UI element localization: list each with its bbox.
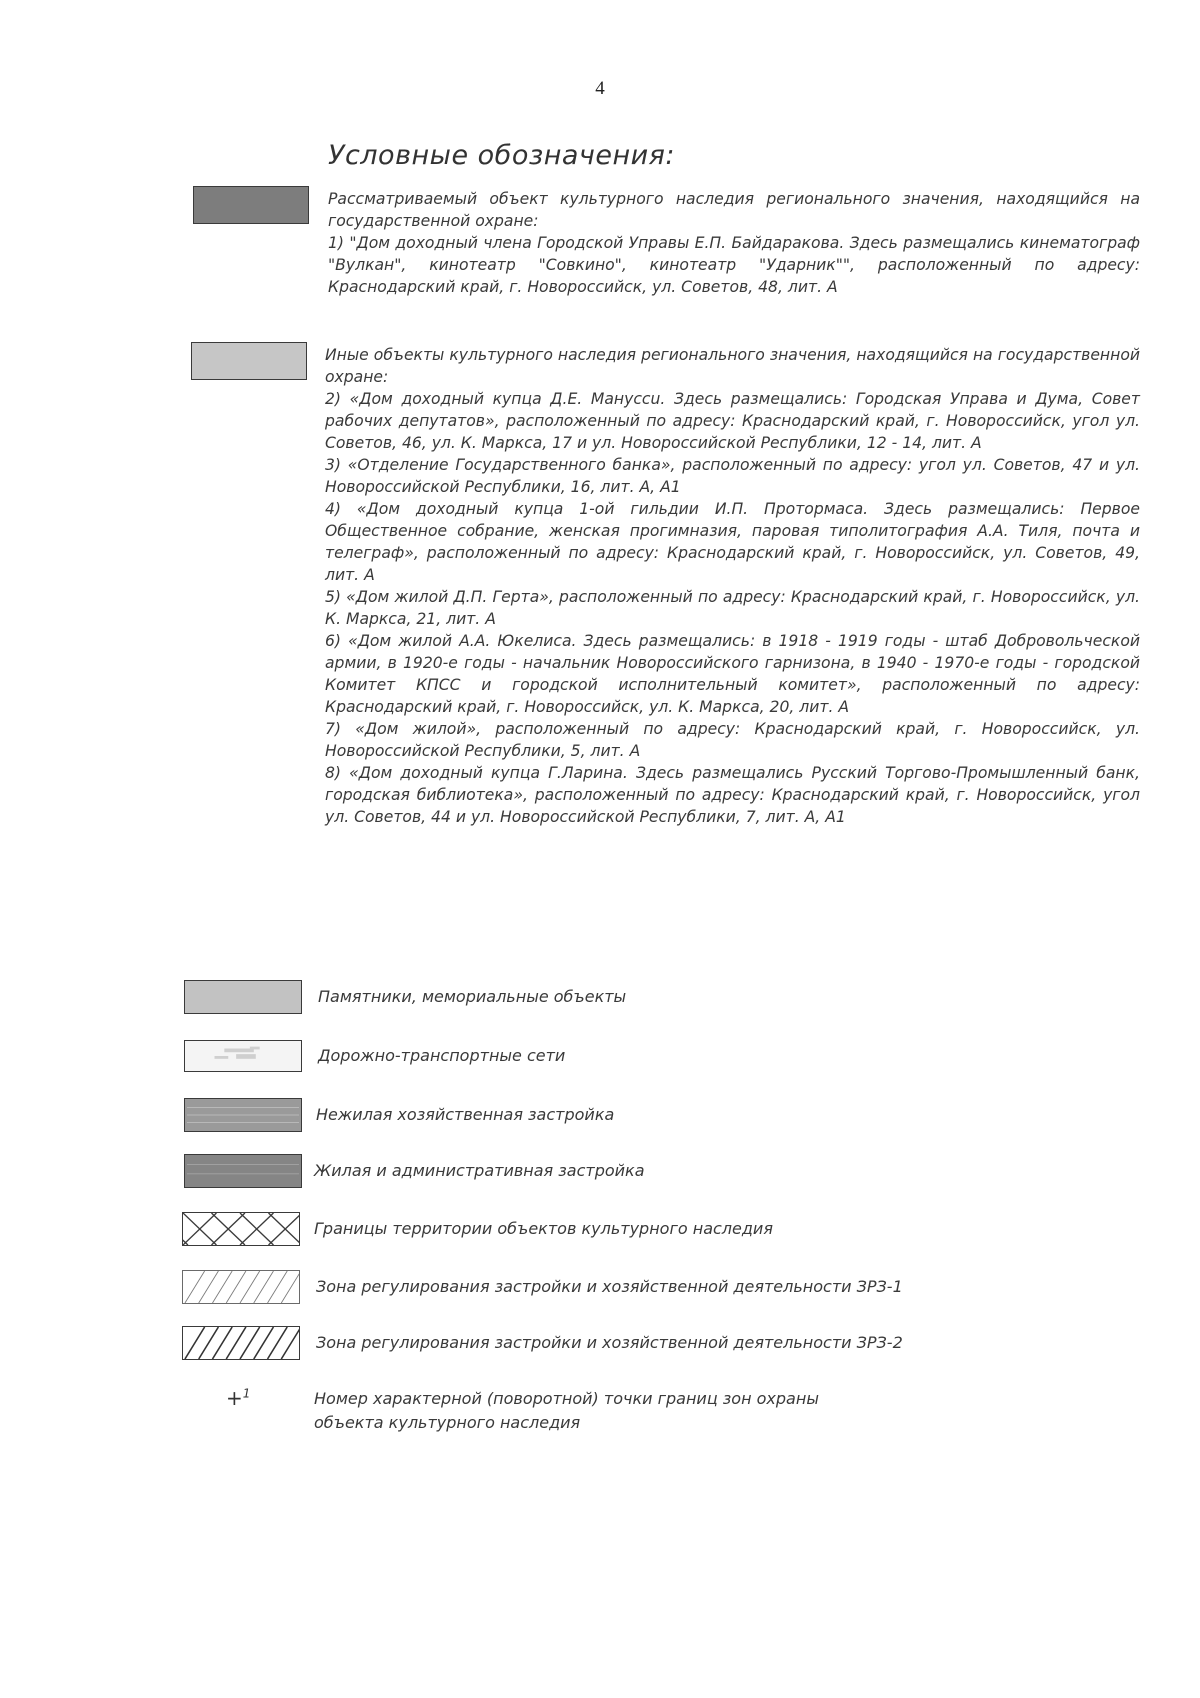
nonresidential-texture-icon — [185, 1099, 301, 1131]
legend-label-zrz-2-zone: Зона регулирования застройки и хозяйственной деятельности ЗРЗ-2 — [316, 1333, 903, 1352]
legend-label-residential-buildings: Жилая и административная застройка — [314, 1161, 645, 1180]
entry-2-object-6: 6) «Дом жилой А.А. Юкелиса. Здесь размещались: в 1918 - 1919 годы - штаб Добровольческой армии, в 1920-е годы - начальник Новороссийского гарнизона, в 1940 - 1970-е годы - городской Комитет КПСС и городской исполнительный комитет», расположенный по адресу: Краснодарский край, г. Новороссийск, ул. К. Маркса, 20, лит. А — [325, 632, 1140, 716]
swatch-residential-buildings — [184, 1154, 302, 1188]
page-number: 4 — [595, 78, 605, 99]
entry-2-object-4: 4) «Дом доходный купца 1-ой гильдии И.П. Протормаса. Здесь размещались: Первое Общественное собрание, женская прогимназия, паровая типолитография А.А. Тиля, почта и телеграф», расположенный по адресу: Краснодарский край, г. Новороссийск, ул. Советов, 49, лит. А — [325, 500, 1140, 584]
entry-2-object-7: 7) «Дом жилой», расположенный по адресу: Краснодарский край, г. Новороссийск, ул. Новороссийской Республики, 5, лит. А — [325, 720, 1140, 760]
swatch-other-heritage-objects — [191, 342, 307, 380]
swatch-zrz-2-zone — [182, 1326, 300, 1360]
entry-1-heading: Рассматриваемый объект культурного наследия регионального значения, находящийся на государственной охране: — [328, 190, 1140, 230]
swatch-zrz-1-zone — [182, 1270, 300, 1304]
legend-label-zrz-1-zone: Зона регулирования застройки и хозяйственной деятельности ЗРЗ-1 — [316, 1277, 903, 1296]
turning-point-marker-icon — [226, 1386, 250, 1410]
road-texture-icon — [185, 1041, 301, 1071]
legend-label-monuments: Памятники, мемориальные объекты — [318, 987, 627, 1006]
crosshatch-icon — [183, 1213, 299, 1245]
turning-point-symbol: + — [226, 1386, 243, 1410]
swatch-subject-object — [193, 186, 309, 224]
legend-label-nonresidential-buildings: Нежилая хозяйственная застройка — [316, 1105, 615, 1124]
turning-point-index: 1 — [242, 1386, 251, 1401]
thin-hatch-icon — [183, 1271, 299, 1303]
swatch-monuments — [184, 980, 302, 1014]
swatch-nonresidential-buildings — [184, 1098, 302, 1132]
legend-entry-other-heritage-objects — [325, 344, 1140, 828]
bold-hatch-icon — [183, 1327, 299, 1359]
swatch-road-networks — [184, 1040, 302, 1072]
legend-title: Условные обозначения: — [328, 140, 675, 171]
entry-2-object-5: 5) «Дом жилой Д.П. Герта», расположенный по адресу: Краснодарский край, г. Новороссийск, ул. К. Маркса, 21, лит. А — [325, 588, 1140, 628]
legend-label-road-networks: Дорожно-транспортные сети — [318, 1046, 566, 1065]
legend-label-turning-point: Номер характерной (поворотной) точки границ зон охраны объекта культурного наследия — [314, 1389, 819, 1432]
entry-2-heading: Иные объекты культурного наследия регионального значения, находящийся на государственной охране: — [325, 346, 1140, 386]
legend-label-heritage-territory-borders: Границы территории объектов культурного наследия — [314, 1219, 773, 1238]
swatch-heritage-territory-borders — [182, 1212, 300, 1246]
entry-1-object-1: 1) "Дом доходный члена Городской Управы Е.П. Байдаракова. Здесь размещались кинематограф "Вулкан", кинотеатр "Совкино", кинотеатр "Ударник"", расположенный по адресу: Краснодарский край, г. Новороссийск, ул. Советов, 48, лит. А — [328, 234, 1140, 296]
legend-entry-subject-object — [328, 188, 1140, 298]
entry-2-object-2: 2) «Дом доходный купца Д.Е. Мануссu. Здесь размещались: Городская Управа и Дума, Совет рабочих депутатов», расположенный по адресу: Краснодарский край, г. Новороссийск, угол ул. Советов, 46, ул. К. Маркса, 17 и ул. Новороссийской Республики, 12 - 14, лит. А — [325, 390, 1140, 452]
entry-2-object-8: 8) «Дом доходный купца Г.Ларина. Здесь размещались Русский Торгово-Промышленный банк, городская библиотека», расположенный по адресу: Краснодарский край, г. Новороссийск, угол ул. Советов, 44 и ул. Новороссийской Республики, 7, лит. А, А1 — [325, 764, 1140, 826]
entry-2-object-3: 3) «Отделение Государственного банка», расположенный по адресу: угол ул. Советов, 47 и ул. Новороссийской Республики, 16, лит. А, А1 — [325, 456, 1140, 496]
residential-texture-icon — [185, 1155, 301, 1187]
